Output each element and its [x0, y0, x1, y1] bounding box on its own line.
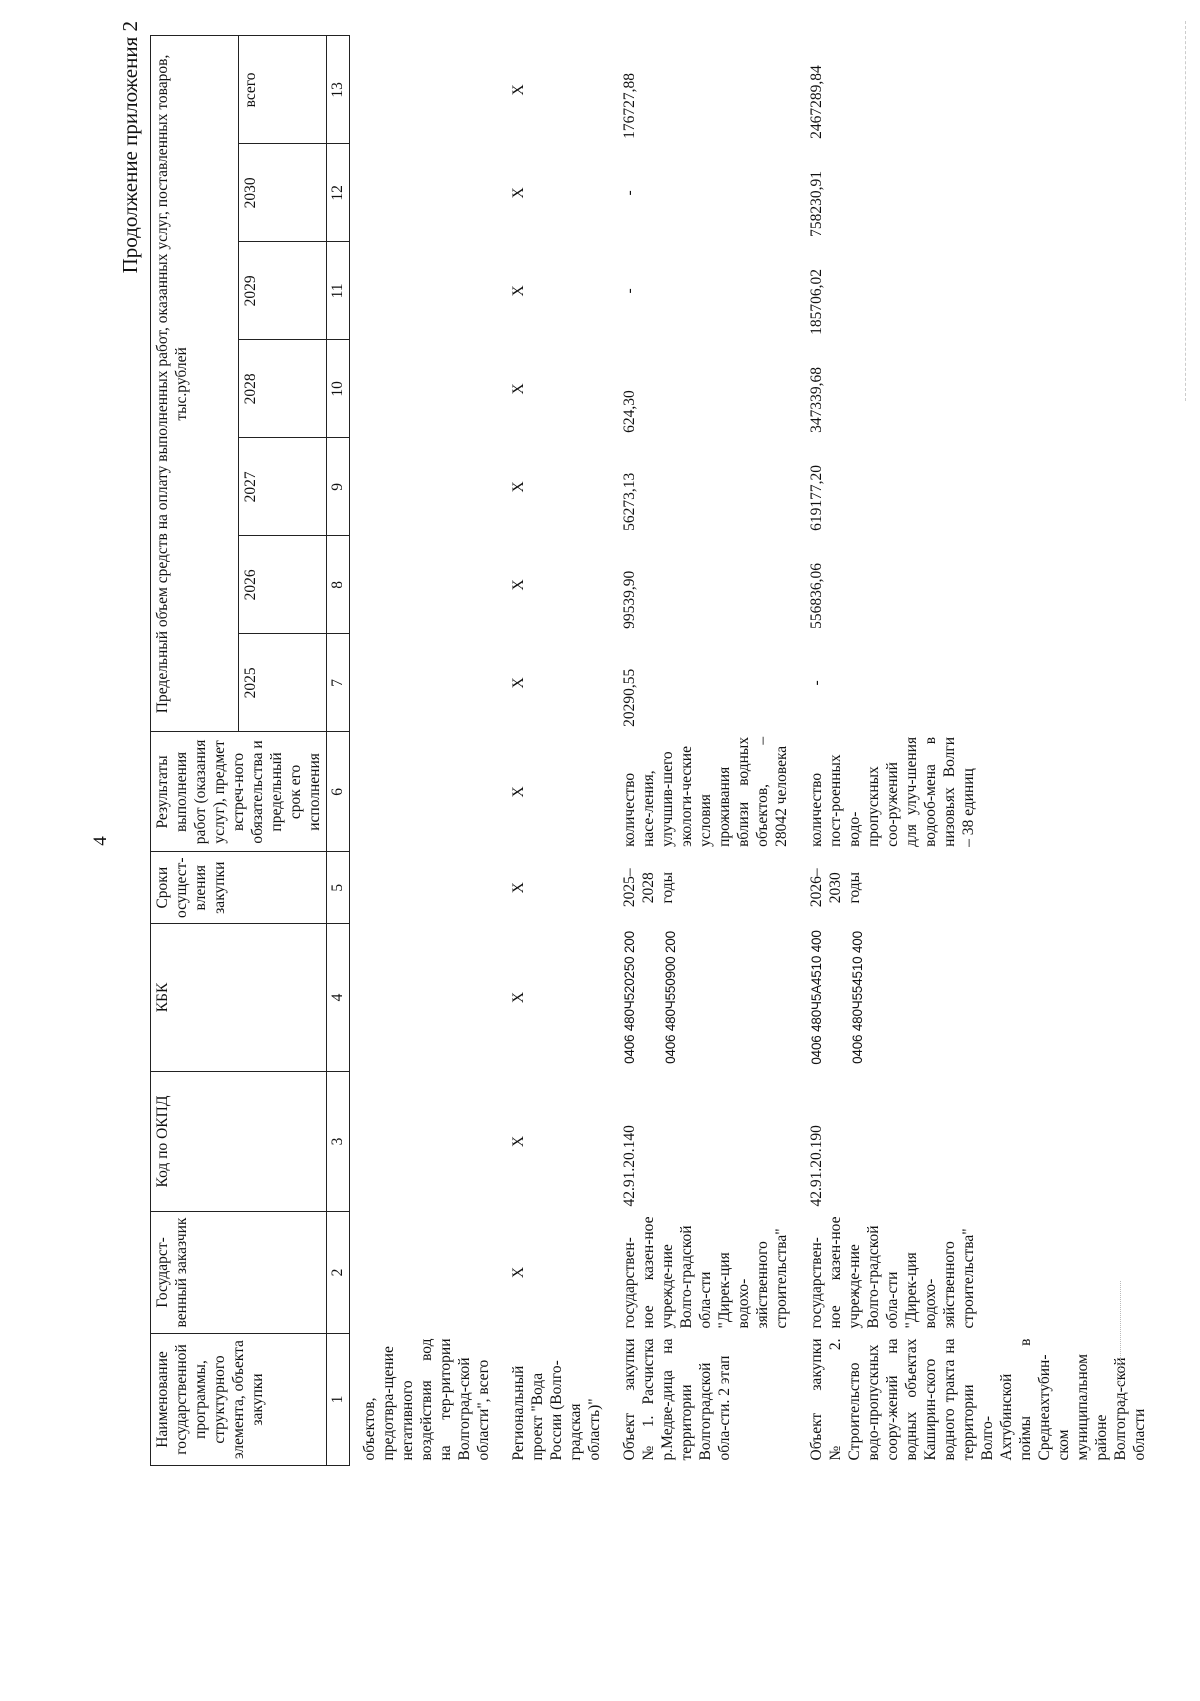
row-2030: 758230,91	[808, 171, 825, 237]
row-total: 2467289,84	[808, 65, 825, 139]
row-term: 2025– 2028 годы	[621, 868, 676, 908]
row-2025	[350, 634, 500, 732]
continuation-title: Продолжение приложения 2	[118, 21, 142, 274]
row-result	[350, 732, 500, 852]
header-result: Результаты выполнения работ (оказания услуг), предмет встреч-ного обязательства и предельный срок его исполнения	[151, 732, 327, 852]
row-term: X	[510, 882, 527, 894]
table-row	[350, 36, 500, 1466]
column-number: 8	[327, 536, 350, 634]
row-kbk	[350, 924, 500, 1072]
row-2025: 20290,55	[621, 668, 638, 727]
column-number: 6	[327, 732, 350, 852]
header-year-2026: 2026	[239, 536, 327, 634]
row-2030	[350, 144, 500, 242]
row-customer	[350, 1212, 500, 1334]
row-term	[350, 852, 500, 924]
row-customer: государствен-ное казен-ное учрежде-ние Волго-градской обла-сти "Дирек-ция водохо-зяйственного строительства"	[621, 1216, 790, 1329]
row-kbk-line-1: 0406 480Ч5А4510 400	[809, 930, 824, 1065]
row-okpd: 42.91.20.190	[808, 1125, 825, 1207]
row-2025: X	[510, 677, 527, 689]
row-customer: государствен-ное казен-ное учрежде-ние Волго-градской обла-сти "Дирек-ция водохо-зяйственного строительства"	[808, 1216, 977, 1329]
scan-artifact	[1120, 1281, 1121, 1401]
row-kbk-line-2: 0406 480Ч554510 400	[850, 931, 865, 1064]
row-2028	[350, 340, 500, 438]
row-2029: X	[510, 285, 527, 297]
row-2027: 619177,20	[808, 465, 825, 531]
row-name: объектов, предотвра-щение негативного воздействия вод на тер-ритории Волгоград-ской области", всего	[361, 1338, 492, 1461]
column-number: 7	[327, 634, 350, 732]
row-okpd: 42.91.20.140	[621, 1125, 638, 1207]
header-year-2025: 2025	[239, 634, 327, 732]
row-2029	[350, 242, 500, 340]
procurement-table	[150, 35, 1155, 1466]
column-number: 9	[327, 438, 350, 536]
column-number: 4	[327, 924, 350, 1072]
header-name: Наименование государственной программы, структурного элемента, объекта закупки	[151, 1334, 327, 1466]
header-year-2029: 2029	[239, 242, 327, 340]
row-kbk: X	[510, 991, 527, 1004]
header-year-2027: 2027	[239, 438, 327, 536]
table-row	[610, 36, 797, 1466]
row-2030: -	[621, 190, 638, 196]
row-2026: X	[510, 579, 527, 591]
column-number: 2	[327, 1212, 350, 1334]
column-number: 5	[327, 852, 350, 924]
header-year-2028: 2028	[239, 340, 327, 438]
header-kbk: КБК	[151, 924, 327, 1072]
row-2026: 556836,06	[808, 563, 825, 629]
row-2027: 56273,13	[621, 472, 638, 531]
column-number: 10	[327, 340, 350, 438]
row-kbk	[610, 924, 797, 1072]
row-total	[350, 36, 500, 144]
row-name: Объект закупки № 2. Строительство водо-пропускных соору-жений на водных объектах Каширин-ского водного тракта на территории Волго-Ахтубинской поймы в Среднеахтубин-ском муниципальном районе Волгоград-ской области	[808, 1338, 1148, 1461]
row-total: X	[510, 84, 527, 96]
row-okpd: X	[510, 1135, 527, 1148]
row-kbk	[797, 924, 1155, 1072]
row-2025: -	[808, 680, 825, 686]
row-2028: 347339,68	[808, 367, 825, 433]
row-2027: X	[510, 481, 527, 493]
column-number: 3	[327, 1072, 350, 1212]
row-2027	[350, 438, 500, 536]
page-number: 4	[90, 836, 111, 846]
row-term: 2026– 2030 годы	[808, 868, 863, 908]
row-name: Объект закупки № 1. Расчистка р.Медве-дица на территории Волгоградской обла-сти. 2 этап	[621, 1338, 733, 1461]
header-okpd: Код по ОКПД	[151, 1072, 327, 1212]
row-2026: 99539,90	[621, 570, 638, 629]
header-funding-group: Предельный объем средств на оплату выполненных работ, оказанных услуг, поставленных товаров, тыс.рублей	[151, 36, 239, 732]
header-customer: Государст-венный заказчик	[151, 1212, 327, 1334]
row-name: Региональный проект "Вода России (Волго-градская область)"	[510, 1360, 603, 1461]
row-kbk-line-2: 0406 480Ч550900 200	[663, 931, 678, 1064]
row-result: X	[510, 786, 527, 798]
row-kbk-line-1: 0406 480Ч520250 200	[622, 931, 637, 1064]
row-2030: X	[510, 187, 527, 199]
row-2028: X	[510, 383, 527, 395]
row-total: 176727,88	[621, 73, 638, 139]
header-year-2030: 2030	[239, 144, 327, 242]
header-total: всего	[239, 36, 327, 144]
row-okpd	[350, 1072, 500, 1212]
header-term: Сроки осущест-вления закупки	[151, 852, 327, 924]
column-number-row	[327, 36, 350, 1466]
column-number: 11	[327, 242, 350, 340]
row-result: количество пост-роенных водо-пропускных соо-ружений для улуч-шения водооб-мена в низовьях Волги – 38 единиц	[808, 736, 977, 847]
column-number: 12	[327, 144, 350, 242]
row-2026	[350, 536, 500, 634]
row-2029: 185706,02	[808, 269, 825, 335]
row-result: количество насе-ления, улучшив-шего экологи-ческие условия проживания вблизи водных объектов, – 28042 человека	[621, 736, 790, 847]
scan-edge	[1185, 21, 1186, 401]
table-row	[797, 36, 1155, 1466]
column-number: 13	[327, 36, 350, 144]
row-customer: X	[510, 1266, 527, 1279]
table-row	[499, 36, 610, 1466]
row-2028: 624,30	[621, 390, 638, 433]
column-number: 1	[327, 1334, 350, 1466]
row-2029: -	[621, 288, 638, 294]
